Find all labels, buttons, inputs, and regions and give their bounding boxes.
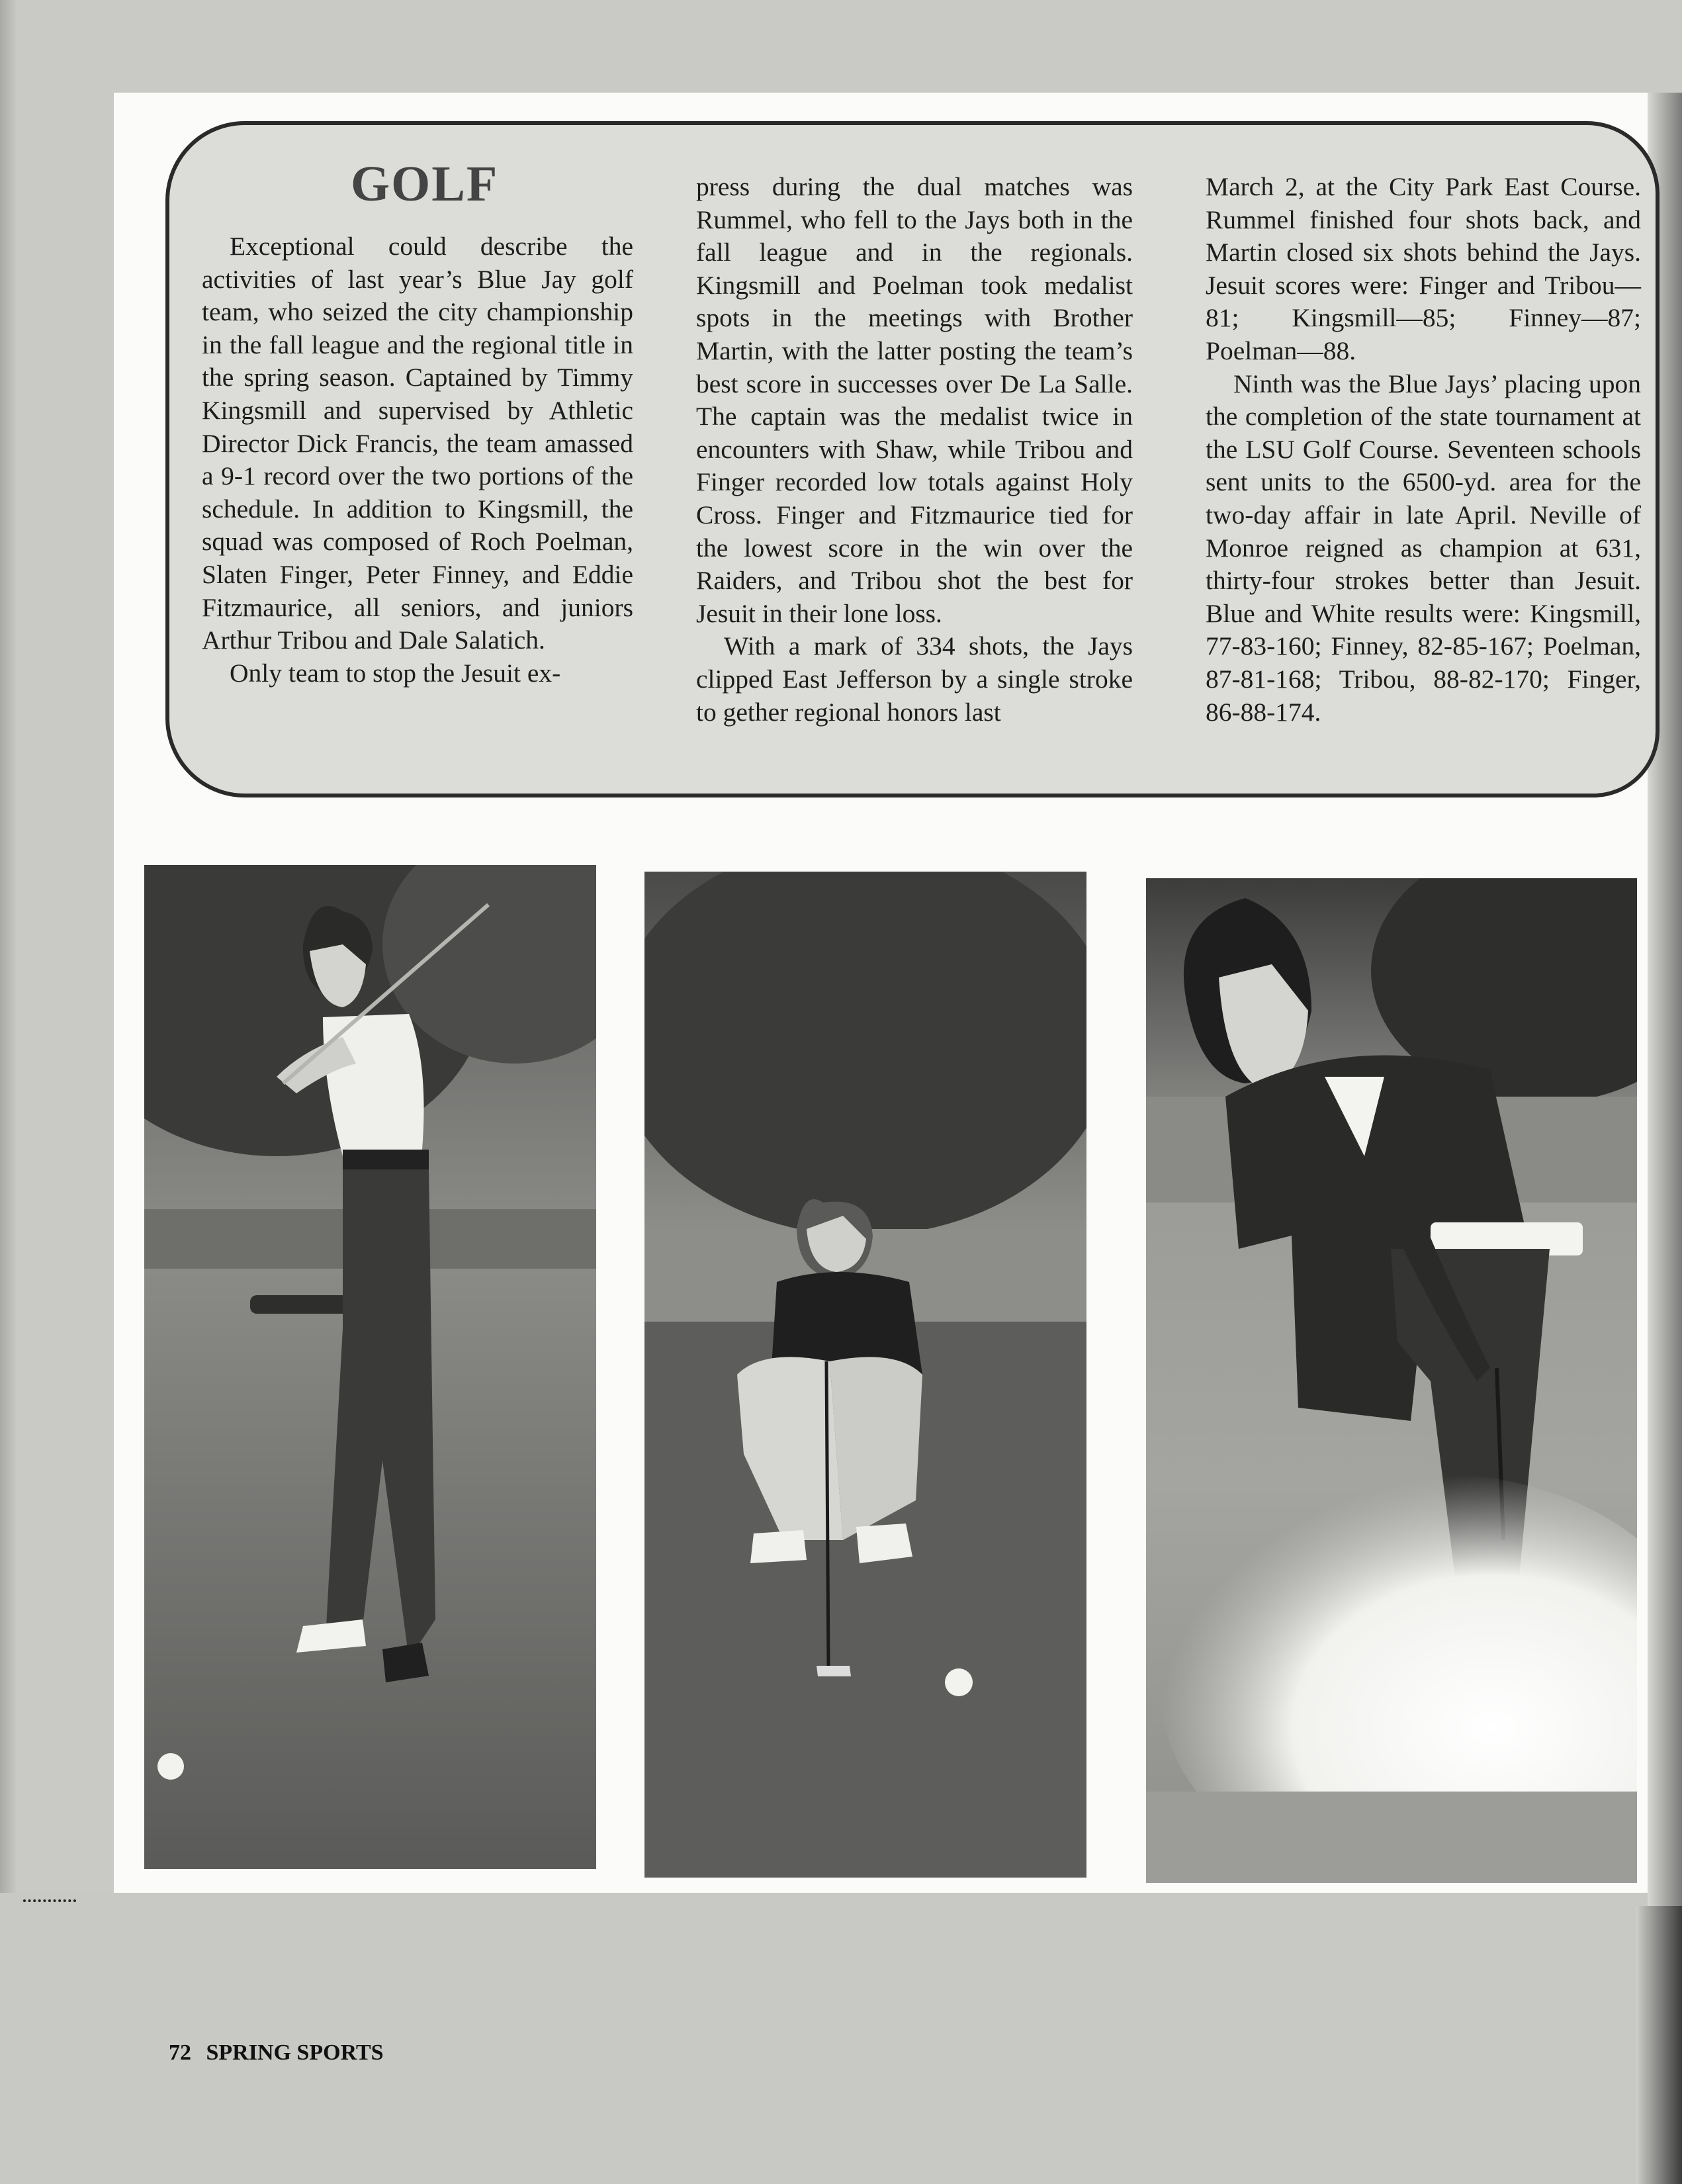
photo-golfer-backswing-image [144,865,596,1869]
paragraph: Only team to stop the Jesuit ex- [230,658,561,688]
page-lower-margin [0,1893,1682,2184]
paragraph: press during the dual matches was Rummel, who fell to the Jays both in the fall league and in the regionals. Kingsmill and Poelman took medalist spots in the meetings with Brother Martin, with the latter posting the team’s best score in successes over De La Salle. The captain was the medalist twice in encounters with Shaw, while Tribou and Finger recorded low totals against Holy Cross. Finger and Fitzmaurice tied for the lowest score in the win over the Raiders, and Tribou shot the best for Jesuit in their lone loss. [696,172,1133,628]
book-spine-edge [0,0,16,2184]
margin-pencil-mark [23,1899,76,1906]
photo-golfer-bunker-shot [1146,878,1637,1883]
photo-golfer-lining-up-putt [644,872,1086,1878]
page-footer [169,2040,384,2066]
paragraph: With a mark of 334 shots, the Jays clipped East Jefferson by a single stroke to gether regional honors last [696,631,1133,727]
photo-golfer-backswing [144,865,596,1869]
photo-golfer-bunker-shot-image [1146,878,1637,1883]
page-number: 72 [169,2040,191,2065]
page-gutter-shadow-lower [1636,1906,1682,2184]
paragraph: Ninth was the Blue Jays’ placing upon the completion of the state tournament at the LSU Golf Course. Seventeen schools sent units to the 6500-yd. area for the two-day affair in late April. Neville of Monroe reigned as champion at 631, thirty-four strokes better than Jesuit. Blue and White results were: Kingsmill, 77-83-160; Finney, 82-85-167; Poelman, 87-81-168; Tribou, 88-82-170; Finger, 86-88-174. [1206,369,1641,727]
paragraph: March 2, at the City Park East Course. Rummel finished four shots back, and Martin closed six shots behind the Jays. Jesuit scores were: Finger and Tribou—81; Kingsmill—85; Finney—87; Poelman—88. [1206,172,1641,365]
article-column-2 [696,171,1133,729]
photo-golfer-lining-up-putt-image [644,872,1086,1878]
article-column-3 [1206,171,1641,729]
paragraph: Exceptional could describe the activities of last year’s Blue Jay golf team, who seized the city championship in the fall league and the regional title in the spring season. Captained by Timmy Kingsmill and supervised by Athletic Director Dick Francis, the team amassed a 9-1 record over the two portions of the schedule. In addition to Kingsmill, the squad was composed of Roch Poelman, Slaten Finger, Peter Finney, and Eddie Fitzmaurice, all seniors, and juniors Arthur Tribou and Dale Salatich. [202,232,633,655]
article-column-1 [202,230,633,690]
article-title: GOLF [351,156,499,212]
section-name: SPRING SPORTS [206,2040,384,2065]
